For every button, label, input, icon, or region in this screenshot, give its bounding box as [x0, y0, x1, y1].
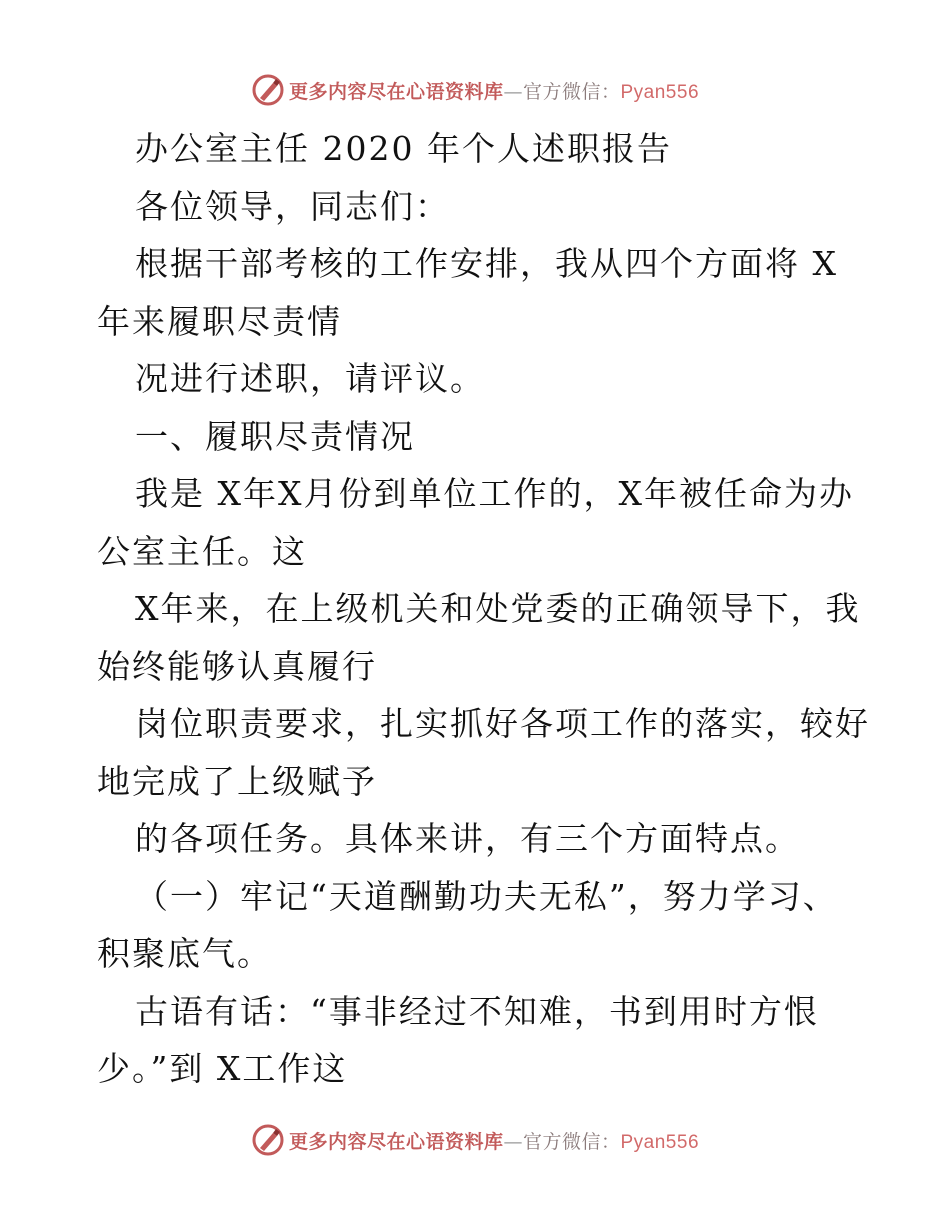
pen-logo-icon	[251, 1123, 285, 1157]
paragraph-line: 年来履职尽责情	[97, 301, 342, 341]
watermark-dash: —	[503, 80, 523, 103]
watermark-banner-top	[0, 70, 950, 110]
watermark-brand: 更多内容尽在心语资料库	[288, 1130, 504, 1153]
document-title: 办公室主任 2020 年个人述职报告	[135, 129, 672, 168]
paragraph-line: 况进行述职，请评议。	[135, 359, 485, 398]
watermark-brand: 更多内容尽在心语资料库	[288, 80, 504, 103]
paragraph-line: 我是 X年X月份到单位工作的，X年被任命为办	[135, 474, 854, 513]
paragraph-line: 始终能够认真履行	[97, 646, 377, 686]
section-heading: 一、履职尽责情况	[135, 416, 415, 456]
paragraph-line: 岗位职责要求，扎实抓好各项工作的落实，较好	[135, 704, 870, 743]
subsection-heading: （一）牢记“天道酬勤功夫无私”，努力学习、	[135, 876, 838, 916]
paragraph-line: 少。”到 X工作这	[97, 1049, 348, 1088]
watermark-account: Pyan556	[620, 81, 700, 103]
paragraph-line: 公室主任。这	[97, 531, 307, 571]
watermark-text	[289, 77, 699, 104]
salutation: 各位领导，同志们：	[135, 186, 450, 226]
paragraph-line: 古语有话：“事非经过不知难，书到用时方恨	[135, 991, 819, 1031]
watermark-wechat-label: 官方微信：	[522, 1130, 621, 1153]
paragraph-line: 根据干部考核的工作安排，我从四个方面将 X	[135, 244, 838, 283]
paragraph-line: 积聚底气。	[97, 934, 272, 973]
paragraph-line: 的各项任务。具体来讲，有三个方面特点。	[135, 819, 800, 858]
pen-logo-icon	[251, 73, 285, 107]
paragraph-line: X年来，在上级机关和处党委的正确领导下，我	[135, 589, 861, 628]
watermark-wechat-label: 官方微信：	[522, 80, 621, 103]
watermark-dash: —	[503, 1130, 523, 1153]
watermark-banner-bottom	[0, 1120, 950, 1160]
watermark-account: Pyan556	[620, 1131, 700, 1153]
watermark-text	[289, 1127, 699, 1154]
paragraph-line: 地完成了上级赋予	[97, 761, 377, 801]
document-body	[97, 120, 870, 1098]
